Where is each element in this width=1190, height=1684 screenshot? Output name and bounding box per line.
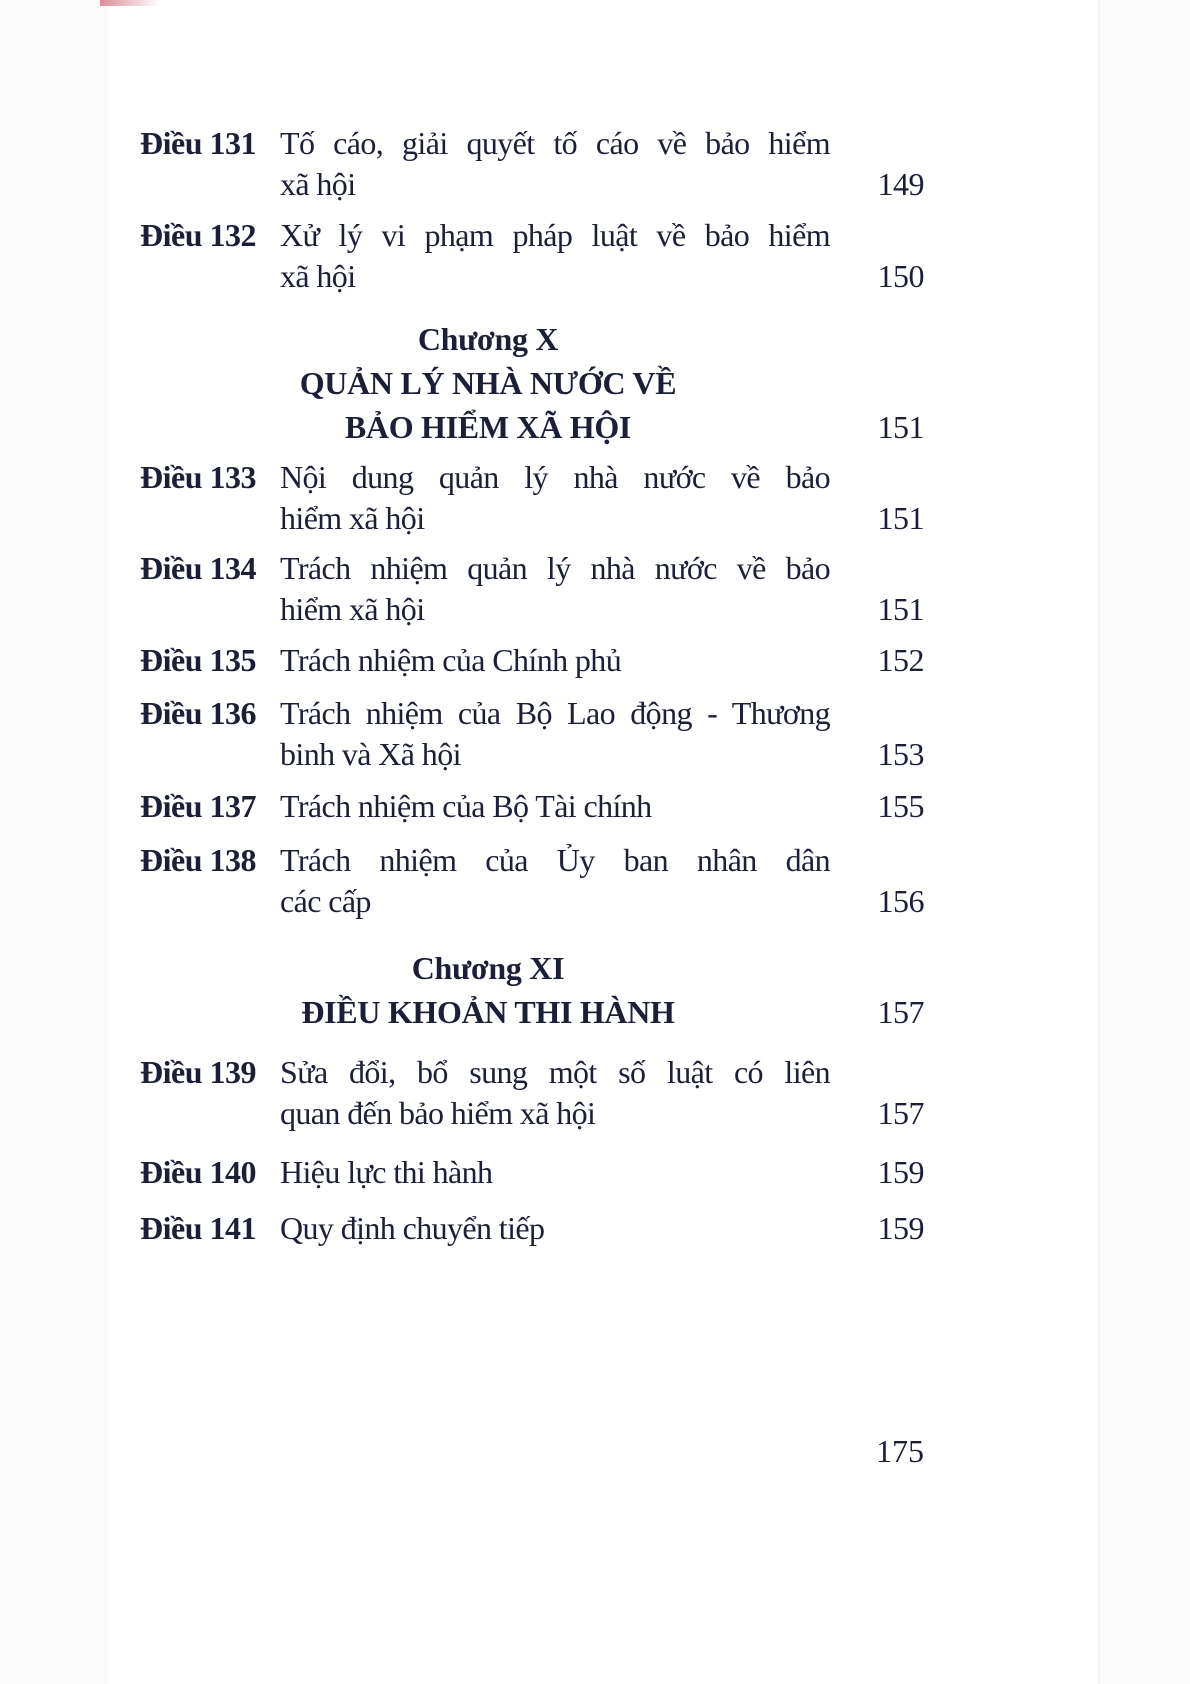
chapter-heading: [0, 318, 1190, 360]
toc-entry: [0, 639, 1190, 681]
article-title: Trách nhiệm của Chính phủ: [280, 642, 622, 678]
toc-entry-continuation: [0, 255, 1190, 297]
chapter-title-line: [0, 362, 1190, 404]
toc-entry-continuation: [0, 880, 1190, 922]
chapter-number: Chương XI: [411, 950, 565, 986]
article-title: binh và Xã hội: [280, 736, 461, 772]
article-label: Điều 138: [140, 842, 256, 878]
article-label: Điều 139: [140, 1054, 256, 1090]
page-ref: 149: [877, 166, 924, 202]
article-title: Trách nhiệm quản lý nhà nước về bảo: [280, 550, 830, 586]
page-ref: 159: [877, 1210, 924, 1246]
toc-entry-continuation: [0, 588, 1190, 630]
article-label: Điều 136: [140, 695, 256, 731]
toc-entry: [0, 1151, 1190, 1193]
article-label: Điều 131: [140, 125, 256, 161]
chapter-title: BẢO HIỂM XÃ HỘI: [344, 409, 632, 445]
toc-entry-continuation: [0, 733, 1190, 775]
article-label: Điều 137: [140, 788, 256, 824]
toc-entry-continuation: [0, 1092, 1190, 1134]
page-ref: 156: [877, 883, 924, 919]
article-title: Nội dung quản lý nhà nước về bảo: [280, 459, 830, 495]
article-title: hiểm xã hội: [280, 591, 425, 627]
page-number: 175: [876, 1433, 924, 1469]
article-title: Trách nhiệm của Bộ Lao động - Thương: [280, 695, 830, 731]
article-label: Điều 141: [140, 1210, 256, 1246]
page-ref: 151: [877, 500, 924, 536]
article-label: Điều 135: [140, 642, 256, 678]
article-title: Xử lý vi phạm pháp luật về bảo hiểm: [280, 217, 830, 253]
article-title: hiểm xã hội: [280, 500, 425, 536]
toc-entry: [0, 547, 1190, 589]
chapter-title-line: [0, 406, 1190, 448]
chapter-title-line: [0, 991, 1190, 1033]
article-label: Điều 140: [140, 1154, 256, 1190]
page-ref: 157: [877, 1095, 924, 1131]
page-ref: 151: [877, 591, 924, 627]
toc-entry: [0, 1051, 1190, 1093]
page-ref: 159: [877, 1154, 924, 1190]
toc-entry-continuation: [0, 163, 1190, 205]
article-title: xã hội: [280, 166, 356, 202]
toc-entry: [0, 785, 1190, 827]
article-label: Điều 133: [140, 459, 256, 495]
chapter-heading: [0, 947, 1190, 989]
article-title: quan đến bảo hiểm xã hội: [280, 1095, 596, 1131]
page-ref: 151: [877, 409, 924, 445]
toc-entry: [0, 839, 1190, 881]
article-title: Sửa đổi, bổ sung một số luật có liên: [280, 1054, 830, 1090]
article-title: các cấp: [280, 883, 371, 919]
toc-entry: [0, 1207, 1190, 1249]
chapter-title: QUẢN LÝ NHÀ NƯỚC VỀ: [299, 365, 677, 401]
toc-entry: [0, 692, 1190, 734]
toc-entry: [0, 456, 1190, 498]
page-ref: 152: [877, 642, 924, 678]
article-label: Điều 134: [140, 550, 256, 586]
toc-entry-continuation: [0, 497, 1190, 539]
chapter-number: Chương X: [417, 321, 559, 357]
page-ref: 157: [877, 994, 924, 1030]
article-title: Tố cáo, giải quyết tố cáo về bảo hiểm: [280, 125, 830, 161]
article-title: Quy định chuyển tiếp: [280, 1210, 545, 1246]
chapter-title: ĐIỀU KHOẢN THI HÀNH: [301, 994, 675, 1030]
page-ref: 153: [877, 736, 924, 772]
scan-edge-mark: [100, 0, 160, 6]
article-title: Hiệu lực thi hành: [280, 1154, 493, 1190]
article-title: Trách nhiệm của Ủy ban nhân dân: [280, 842, 830, 878]
article-title: xã hội: [280, 258, 356, 294]
page-ref: 155: [877, 788, 924, 824]
toc-entry: [0, 122, 1190, 164]
article-label: Điều 132: [140, 217, 256, 253]
article-title: Trách nhiệm của Bộ Tài chính: [280, 788, 652, 824]
page-ref: 150: [877, 258, 924, 294]
toc-entry: [0, 214, 1190, 256]
